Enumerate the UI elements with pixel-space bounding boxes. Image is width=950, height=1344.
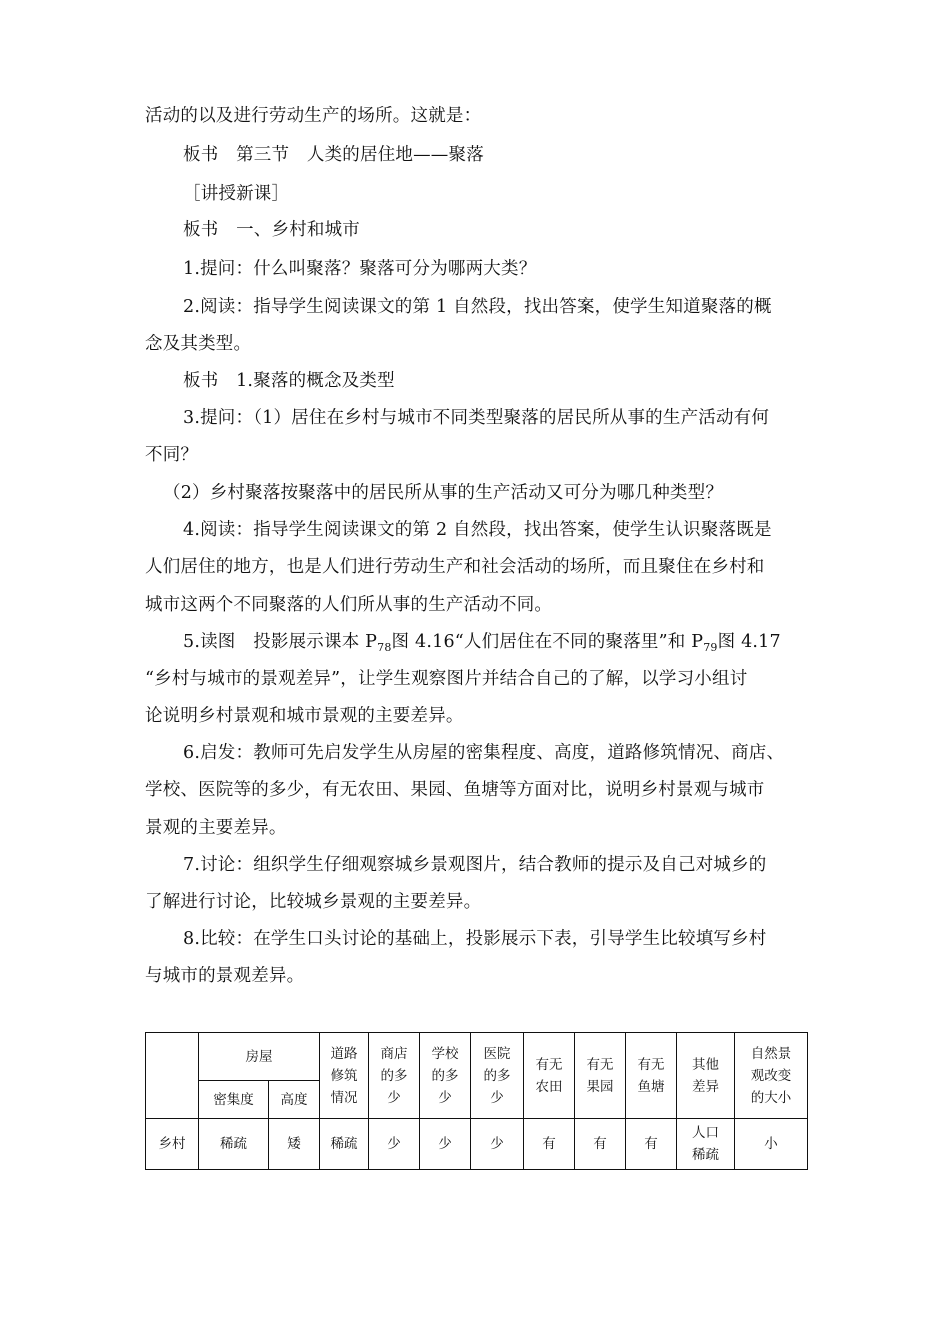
cell-orchard: 有 — [575, 1119, 626, 1170]
header-text: 少 — [490, 1089, 504, 1106]
text-span: 5.读图 投影展示课本 P — [183, 632, 378, 652]
cell-farmland: 有 — [524, 1119, 575, 1170]
cell-density: 稀疏 — [199, 1119, 269, 1170]
table-corner-cell — [146, 1033, 199, 1119]
header-height: 高度 — [269, 1081, 320, 1119]
paragraph-line: 人们居住的地方，也是人们进行劳动生产和社会活动的场所，而且聚住在乡村和 — [145, 557, 765, 577]
header-text: 的大小 — [750, 1089, 792, 1106]
paragraph-line: 念及其类型。 — [145, 334, 252, 354]
header-school — [420, 1033, 471, 1119]
paragraph-line: 城市这两个不同聚落的人们所从事的生产活动不同。 — [145, 595, 553, 615]
paragraph-line: 1.提问：什么叫聚落？聚落可分为哪两大类？ — [183, 259, 537, 279]
cell-other — [677, 1119, 735, 1170]
header-text: 有无 — [535, 1056, 563, 1073]
text-span: 图 4.16“人们居住在不同的聚落里”和 P — [391, 632, 704, 652]
cell-nature: 小 — [735, 1119, 808, 1170]
header-text: 道路 — [330, 1045, 358, 1062]
header-text: 果园 — [586, 1078, 614, 1095]
header-text: 的多 — [431, 1067, 459, 1084]
table-header-row — [146, 1033, 808, 1081]
paragraph-line: 了解进行讨论，比较城乡景观的主要差异。 — [145, 892, 482, 912]
paragraph-line: 学校、医院等的多少，有无农田、果园、鱼塘等方面对比，说明乡村景观与城市 — [145, 780, 765, 800]
header-nature — [735, 1033, 808, 1119]
cell-shop: 少 — [369, 1119, 420, 1170]
header-text: 学校 — [431, 1045, 459, 1062]
header-text: 其他 — [692, 1056, 719, 1073]
header-shop — [369, 1033, 420, 1119]
header-text: 农田 — [535, 1078, 563, 1095]
header-text: 的多 — [483, 1067, 511, 1084]
paragraph-line: 与城市的景观差异。 — [145, 966, 305, 986]
page-subscript: 79 — [703, 641, 718, 654]
paragraph-line: 8.比较：在学生口头讨论的基础上，投影展示下表，引导学生比较填写乡村 — [183, 929, 767, 949]
header-text: 修筑 — [330, 1067, 358, 1084]
paragraph-line: 景观的主要差异。 — [145, 818, 287, 838]
header-text: 少 — [387, 1089, 401, 1106]
header-road — [320, 1033, 369, 1119]
header-text: 自然景 — [750, 1045, 792, 1062]
blackboard-heading: 板书 1.聚落的概念及类型 — [183, 371, 395, 391]
cell-text: 人口 — [692, 1125, 719, 1141]
header-text: 有无 — [586, 1056, 614, 1073]
header-text: 鱼塘 — [637, 1078, 665, 1095]
cell-height: 矮 — [269, 1119, 320, 1170]
paragraph-line: “乡村与城市的景观差异”，让学生观察图片并结合自己的了解，以学习小组讨 — [145, 669, 748, 689]
paragraph-line: 2.阅读：指导学生阅读课文的第 1 自然段，找出答案，使学生知道聚落的概 — [183, 297, 772, 317]
paragraph-line: （2）乡村聚落按聚落中的居民所从事的生产活动又可分为哪几种类型？ — [163, 483, 724, 503]
landscape-comparison-table — [145, 1032, 808, 1170]
header-farmland — [524, 1033, 575, 1119]
header-text: 的多 — [380, 1067, 408, 1084]
blackboard-heading: 板书 一、乡村和城市 — [183, 220, 360, 240]
cell-fishpond: 有 — [626, 1119, 677, 1170]
header-density: 密集度 — [199, 1081, 269, 1119]
paragraph-line: 论说明乡村景观和城市景观的主要差异。 — [145, 706, 464, 726]
header-house: 房屋 — [199, 1033, 320, 1081]
cell-road: 稀疏 — [320, 1119, 369, 1170]
header-fishpond — [626, 1033, 677, 1119]
table-row — [146, 1119, 808, 1170]
header-text: 商店 — [380, 1045, 408, 1062]
header-text: 观改变 — [750, 1067, 792, 1084]
paragraph-line: 活动的以及进行劳动生产的场所。这就是： — [145, 106, 482, 126]
paragraph-line: 3.提问：（1）居住在乡村与城市不同类型聚落的居民所从事的生产活动有何 — [183, 408, 770, 428]
section-label: ［讲授新课］ — [183, 184, 290, 204]
header-hospital — [471, 1033, 524, 1119]
header-text: 少 — [438, 1089, 452, 1106]
paragraph-line: 4.阅读：指导学生阅读课文的第 2 自然段，找出答案，使学生认识聚落既是 — [183, 520, 772, 540]
page-subscript: 78 — [377, 641, 392, 654]
paragraph-line-5 — [183, 630, 781, 660]
cell-text: 稀疏 — [692, 1147, 719, 1163]
header-text: 差异 — [692, 1078, 719, 1095]
text-span: 图 4.17 — [717, 632, 781, 652]
header-text: 情况 — [330, 1089, 358, 1106]
row-label-rural: 乡村 — [146, 1119, 199, 1170]
paragraph-line: 不同？ — [145, 445, 199, 465]
header-text: 有无 — [637, 1056, 665, 1073]
cell-school: 少 — [420, 1119, 471, 1170]
paragraph-line: 7.讨论：组织学生仔细观察城乡景观图片，结合教师的提示及自己对城乡的 — [183, 855, 767, 875]
header-text: 医院 — [483, 1045, 511, 1062]
blackboard-title: 板书 第三节 人类的居住地——聚落 — [183, 145, 484, 165]
header-other — [677, 1033, 735, 1119]
paragraph-line: 6.启发：教师可先启发学生从房屋的密集程度、高度，道路修筑情况、商店、 — [183, 743, 785, 763]
header-orchard — [575, 1033, 626, 1119]
cell-hospital: 少 — [471, 1119, 524, 1170]
